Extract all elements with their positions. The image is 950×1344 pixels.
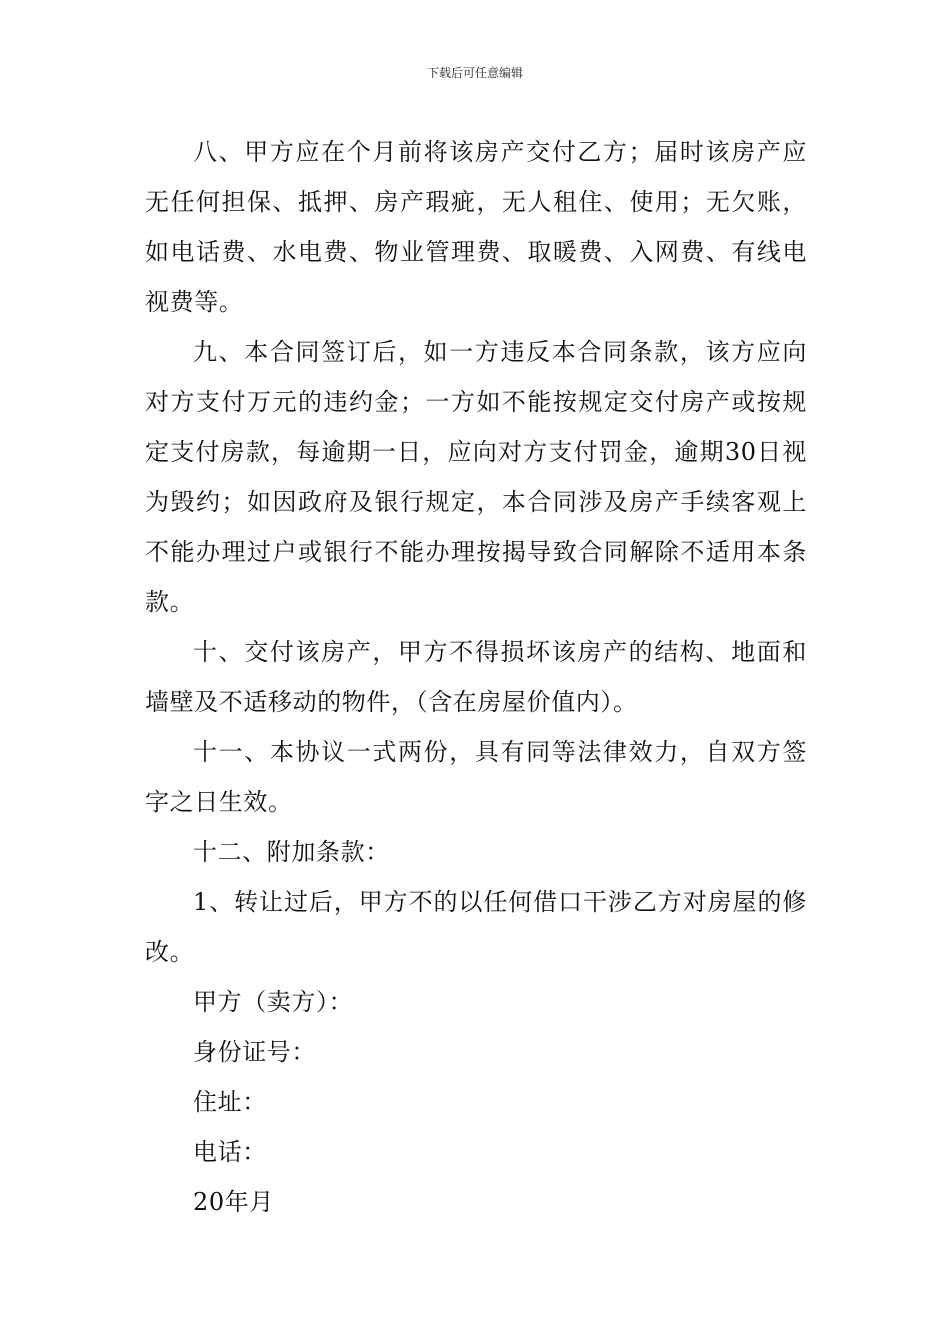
- clause-11-paragraph: 十一、本协议一式两份，具有同等法律效力，自双方签字之日生效。: [145, 738, 807, 816]
- additional-clause-1: 1、转让过后，甲方不的以任何借口干涉乙方对房屋的修改。: [145, 888, 807, 966]
- clause-9-paragraph: 九、本合同签订后，如一方违反本合同条款，该方应向对方支付万元的违约金；一方如不能按规定交付房产或按规定支付房款，每逾期一日，应向对方支付罚金，逾期30日视为毁约；如因政府及银行规定，本合同涉及房产手续客观上不能办理过户或银行不能办理按揭导致合同解除不适用本条款。: [145, 338, 807, 616]
- clause-10-paragraph: 十、交付该房产，甲方不得损坏该房产的结构、地面和墙壁及不适移动的物件，（含在房屋价值内）。: [145, 638, 807, 716]
- id-number-label: 身份证号：: [193, 1038, 316, 1066]
- clause-8-paragraph: 八、甲方应在个月前将该房产交付乙方；届时该房产应无任何担保、抵押、房产瑕疵，无人租住、使用；无欠账，如电话费、水电费、物业管理费、取暖费、入网费、有线电视费等。: [145, 138, 807, 316]
- phone-label: 电话：: [193, 1138, 267, 1166]
- document-body: [145, 127, 807, 1227]
- clause-12-heading: 十二、附加条款：: [193, 838, 390, 866]
- page-header: 下载后可任意编辑: [426, 66, 523, 80]
- address-label: 住址：: [193, 1088, 267, 1116]
- date-label: 20年月: [193, 1188, 274, 1216]
- party-a-seller-label: 甲方（卖方）：: [193, 988, 354, 1016]
